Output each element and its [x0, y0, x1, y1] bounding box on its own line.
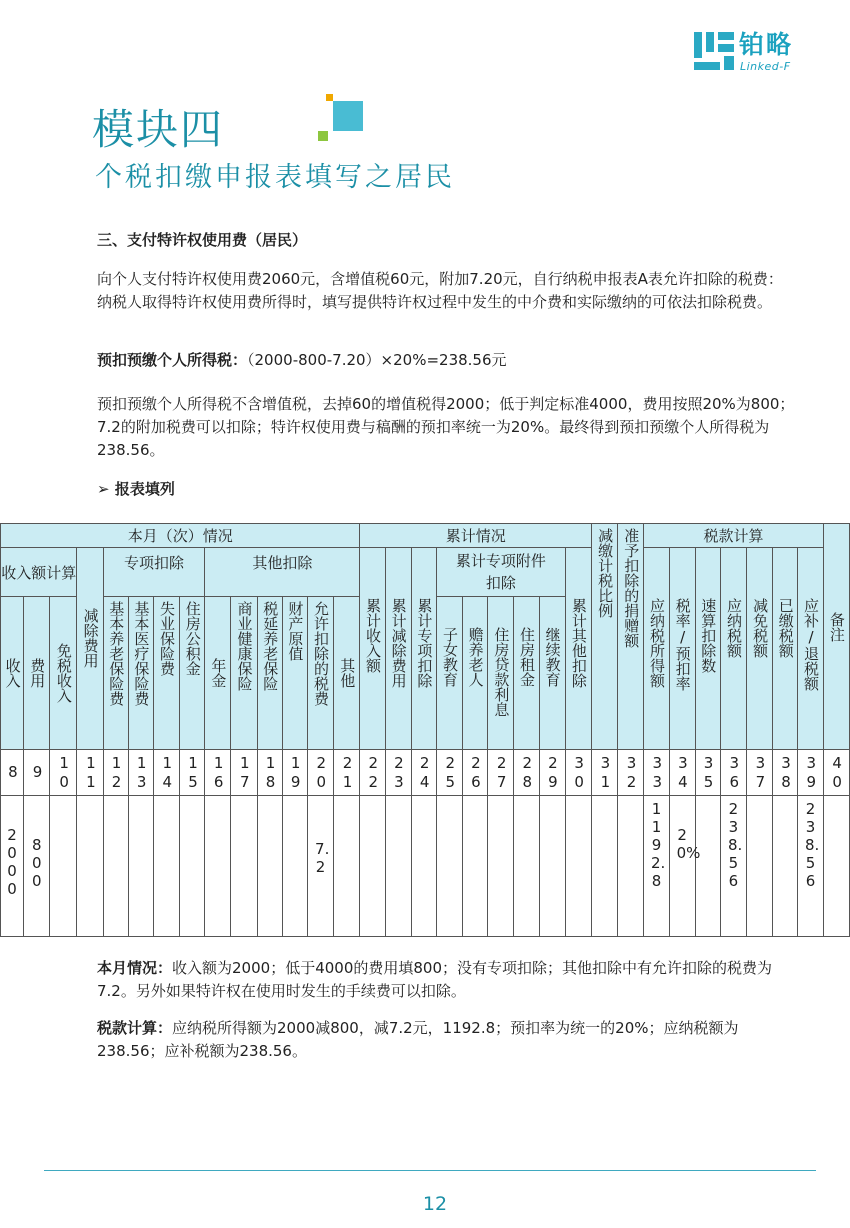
logo-subtitle: Linked-F — [740, 60, 791, 73]
group-monthly: 本月（次）情况 — [1, 524, 360, 548]
module-title: 模块四 — [92, 105, 225, 154]
decor-square-small — [326, 94, 333, 101]
col-29: 继续教育 — [539, 597, 565, 750]
note-month-label: 本月情况： — [97, 959, 173, 977]
formula-line — [97, 349, 797, 372]
value-cell-24 — [411, 796, 436, 937]
column-number-text: 30 — [574, 753, 584, 791]
column-number-34 — [669, 750, 695, 796]
col-34: 税率/预扣率 — [669, 548, 695, 750]
value-text: 800 — [31, 836, 42, 890]
col-15: 住房公积金 — [180, 597, 205, 750]
group-tax-calc: 税款计算 — [644, 524, 823, 548]
note-tax — [97, 1017, 797, 1063]
value-text: 238.56 — [727, 800, 743, 890]
formula-value: （2000-800-7.20）×20%=238.56元 — [247, 351, 507, 369]
col-19: 财产原值 — [282, 597, 307, 750]
column-number-text: 34 — [678, 753, 688, 791]
col-18: 税延养老保险 — [257, 597, 282, 750]
column-number-text: 17 — [240, 753, 250, 791]
value-cell-35 — [695, 796, 720, 937]
value-cell-27 — [488, 796, 514, 937]
column-number-text: 23 — [394, 753, 404, 791]
value-text: 7.2 — [315, 840, 330, 876]
column-number-text: 39 — [806, 753, 817, 791]
column-number-24 — [411, 750, 436, 796]
value-row — [1, 796, 850, 937]
value-cell-26 — [463, 796, 488, 937]
column-number-30 — [565, 750, 591, 796]
column-number-22 — [360, 750, 385, 796]
value-cell-15 — [180, 796, 205, 937]
column-number-text: 26 — [471, 753, 481, 791]
value-cell-12 — [103, 796, 128, 937]
col-reduce-ratio: 减缴计税比例 — [592, 524, 618, 750]
column-number-21 — [334, 750, 360, 796]
value-cell-14 — [153, 796, 179, 937]
value-cell-33 — [644, 796, 669, 937]
column-number-15 — [180, 750, 205, 796]
column-number-37 — [747, 750, 773, 796]
col-28: 住房租金 — [514, 597, 539, 750]
column-number-text: 10 — [59, 753, 69, 791]
value-cell-38 — [773, 796, 798, 937]
value-cell-36 — [720, 796, 746, 937]
column-number-14 — [153, 750, 179, 796]
note-month — [97, 957, 797, 1003]
column-number-text: 15 — [188, 753, 198, 791]
column-number-32 — [618, 750, 644, 796]
value-cell-18 — [257, 796, 282, 937]
value-cell-32 — [618, 796, 644, 937]
subheading — [97, 478, 797, 501]
col-16: 年金 — [205, 597, 231, 750]
col-39: 应补/退税额 — [798, 548, 823, 750]
decor-square-green — [318, 131, 328, 141]
col-remark: 备注 — [823, 524, 849, 750]
column-number-text: 33 — [652, 753, 663, 791]
column-number-text: 38 — [781, 753, 791, 791]
column-number-text: 13 — [136, 753, 147, 791]
column-number-18 — [257, 750, 282, 796]
column-number-17 — [231, 750, 257, 796]
value-cell-10 — [50, 796, 77, 937]
value-cell-21 — [334, 796, 360, 937]
column-number-text: 32 — [626, 753, 637, 791]
column-number-text: 24 — [419, 753, 430, 791]
col-36: 应纳税额 — [720, 548, 746, 750]
arrow-bullet-icon: ➢ — [97, 480, 110, 498]
value-cell-25 — [436, 796, 462, 937]
column-number-text: 9 — [32, 763, 43, 781]
column-number-text: 11 — [86, 753, 96, 791]
column-number-text: 18 — [265, 753, 276, 791]
column-number-text: 29 — [548, 753, 558, 791]
value-cell-11 — [77, 796, 103, 937]
col-14: 失业保险费 — [153, 597, 179, 750]
note-tax-label: 税款计算： — [97, 1019, 173, 1037]
column-number-10 — [50, 750, 77, 796]
column-number-36 — [720, 750, 746, 796]
column-number-text: 12 — [111, 753, 122, 791]
col-27: 住房贷款利息 — [488, 597, 514, 750]
col-donation: 准予扣除的捐赠额 — [618, 524, 644, 750]
column-number-text: 8 — [8, 763, 18, 781]
column-number-39 — [798, 750, 823, 796]
intro-paragraph: 向个人支付特许权使用费2060元，含增值税60元，附加7.20元，自行纳税申报表A表允许扣除的税费：纳税人取得特许权使用费所得时，填写提供特许权过程中发生的中介费和实际缴纳的可依法扣除税费。 — [97, 270, 783, 311]
value-cell-40 — [823, 796, 849, 937]
column-number-text: 21 — [342, 753, 353, 791]
column-number-31 — [592, 750, 618, 796]
column-number-text: 35 — [703, 753, 714, 791]
value-cell-16 — [205, 796, 231, 937]
col-12: 基本养老保险费 — [103, 597, 128, 750]
column-number-23 — [385, 750, 411, 796]
col-24: 累计专项扣除 — [411, 548, 436, 750]
group-cumulative: 累计情况 — [360, 524, 592, 548]
column-number-25 — [436, 750, 462, 796]
value-text: 238.56 — [805, 800, 820, 890]
column-number-8 — [1, 750, 24, 796]
group-other: 其他扣除 — [205, 548, 360, 597]
value-cell-9 — [24, 796, 50, 937]
page-number: 12 — [422, 1193, 448, 1215]
value-cell-37 — [747, 796, 773, 937]
subheading-text: 报表填列 — [114, 480, 175, 498]
column-number-text: 27 — [496, 753, 507, 791]
value-text: 1192.8 — [650, 800, 666, 890]
column-number-9 — [24, 750, 50, 796]
column-number-row — [1, 750, 850, 796]
value-cell-29 — [539, 796, 565, 937]
note-month-text: 收入额为2000；低于4000的费用填800；没有专项扣除；其他扣除中有允许扣除的税费为7.2。另外如果特许权在使用时发生的手续费可以扣除。 — [97, 959, 772, 1000]
value-cell-31 — [592, 796, 618, 937]
column-number-11 — [77, 750, 103, 796]
column-number-40 — [823, 750, 849, 796]
column-number-16 — [205, 750, 231, 796]
value-text: 2000 — [7, 826, 17, 898]
value-cell-8 — [1, 796, 24, 937]
column-number-20 — [307, 750, 333, 796]
column-number-38 — [773, 750, 798, 796]
column-number-text: 25 — [445, 753, 456, 791]
value-cell-34 — [669, 796, 701, 937]
value-cell-22 — [360, 796, 385, 937]
column-number-text: 31 — [600, 753, 611, 791]
note-tax-text: 应纳税所得额为2000减800，减7.2元，1192.8；预扣率为统一的20%；应纳税额为238.56；应补税额为238.56。 — [97, 1019, 739, 1060]
col-8: 收入 — [1, 597, 24, 750]
group-special: 专项扣除 — [103, 548, 205, 597]
col-reduce-fee: 减除费用 — [77, 548, 103, 750]
col-20: 允许扣除的税费 — [307, 597, 333, 750]
col-33: 应纳税所得额 — [644, 548, 669, 750]
column-number-text: 22 — [368, 753, 379, 791]
column-number-text: 16 — [213, 753, 224, 791]
col-10: 免税收入 — [50, 597, 77, 750]
value-cell-39 — [798, 796, 823, 937]
footer-divider — [44, 1170, 816, 1171]
tax-declaration-table — [0, 523, 850, 937]
col-22: 累计收入额 — [360, 548, 385, 750]
logo-name: 铂略 — [739, 30, 794, 59]
explain-paragraph: 预扣预缴个人所得税不含增值税，去掉60的增值税得2000；低于判定标准4000，费用按照20%为800；7.2的附加税费可以扣除；特许权使用费与稿酬的预扣率统一为20%。最终得到预扣预缴个人所得税为238.56。 — [97, 395, 795, 459]
col-21: 其他 — [334, 597, 360, 750]
value-text: 20% — [676, 826, 701, 862]
column-number-35 — [695, 750, 720, 796]
value-cell-30 — [565, 796, 591, 937]
col-35: 速算扣除数 — [695, 548, 720, 750]
col-25: 子女教育 — [436, 597, 462, 750]
value-cell-17 — [231, 796, 257, 937]
col-17: 商业健康保险 — [231, 597, 257, 750]
column-number-28 — [514, 750, 539, 796]
section-title: 三、支付特许权使用费（居民） — [97, 231, 308, 249]
column-number-text: 37 — [755, 753, 766, 791]
column-number-12 — [103, 750, 128, 796]
column-number-13 — [128, 750, 153, 796]
column-number-text: 14 — [162, 753, 173, 791]
column-number-text: 28 — [522, 753, 533, 791]
column-number-29 — [539, 750, 565, 796]
col-26: 赡养老人 — [463, 597, 488, 750]
value-cell-23 — [385, 796, 411, 937]
col-30: 累计其他扣除 — [565, 548, 591, 750]
column-number-text: 36 — [729, 753, 739, 791]
formula-label: 预扣预缴个人所得税： — [97, 351, 248, 369]
logo-mark-icon — [694, 32, 734, 72]
column-number-26 — [463, 750, 488, 796]
decor-square-large — [333, 101, 363, 131]
group-income-calc: 收入额计算 — [1, 548, 77, 597]
col-37: 减免税额 — [747, 548, 773, 750]
value-cell-28 — [514, 796, 539, 937]
value-cell-19 — [282, 796, 307, 937]
column-number-text: 19 — [290, 753, 301, 791]
group-cum-special-add: 累计专项附件扣除 — [436, 548, 565, 597]
module-subtitle: 个税扣缴申报表填写之居民 — [95, 162, 455, 193]
column-number-19 — [282, 750, 307, 796]
col-38: 已缴税额 — [773, 548, 798, 750]
company-logo — [694, 30, 810, 76]
column-number-text: 40 — [832, 753, 842, 791]
column-number-text: 20 — [316, 753, 327, 791]
value-cell-20 — [307, 796, 333, 937]
col-9: 费用 — [24, 597, 50, 750]
column-number-27 — [488, 750, 514, 796]
value-cell-13 — [128, 796, 153, 937]
col-23: 累计减除费用 — [385, 548, 411, 750]
col-13: 基本医疗保险费 — [128, 597, 153, 750]
column-number-33 — [644, 750, 669, 796]
